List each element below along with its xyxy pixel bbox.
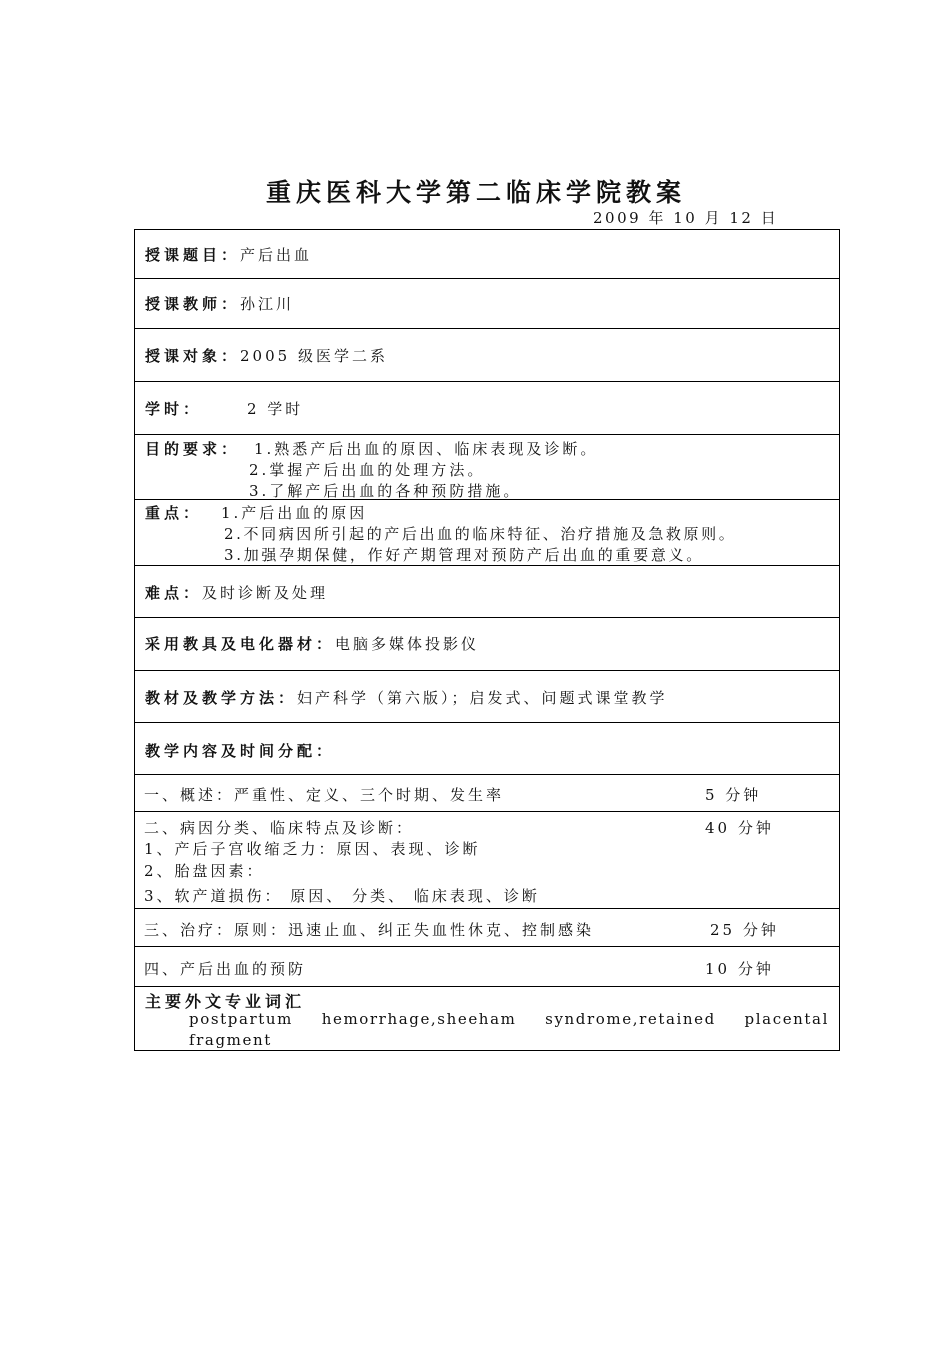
teacher-label: 授课教师：: [145, 295, 241, 313]
section-4-text: 四、产后出血的预防: [144, 960, 307, 978]
topic-row: [135, 230, 839, 279]
equipment-row: [135, 618, 839, 671]
equipment-value: 电脑多媒体投影仪: [335, 635, 480, 653]
audience-value: 2005 级医学二系: [240, 347, 388, 365]
difficulties-label: 难点：: [145, 584, 203, 602]
hours-label: 学时：: [145, 400, 203, 418]
section-2-text: 二、病因分类、临床特点及诊断：: [144, 819, 415, 837]
objectives-label: 目的要求：: [145, 440, 241, 458]
section-2-time: 40 分钟: [705, 819, 774, 837]
key-points-label: 重点：: [145, 504, 203, 522]
section-row-3: [135, 909, 839, 947]
topic-value: 产后出血: [240, 246, 313, 264]
equipment-label: 采用教具及电化器材：: [145, 635, 336, 653]
difficulties-value: 及时诊断及处理: [202, 584, 329, 602]
teacher-value: 孙江川: [240, 295, 295, 313]
document-date: 2009 年 10 月 12 日: [593, 209, 779, 227]
key-points-row: [135, 500, 839, 566]
teacher-row: [135, 279, 839, 329]
section-4-time: 10 分钟: [705, 960, 774, 978]
materials-value: 妇产科学（第六版）；启发式、问题式课堂教学: [297, 689, 668, 707]
objectives-row: [135, 435, 839, 500]
section-3-text: 三、治疗：原则：迅速止血、纠正失血性休克、控制感染: [144, 921, 595, 939]
section-1-text: 一、概述：严重性、定义、三个时期、发生率: [144, 786, 505, 804]
lesson-plan-table: [134, 229, 840, 1051]
section-2-subitem-2: 2、胎盘因素：: [144, 862, 265, 880]
content-header-row: [135, 723, 839, 775]
section-3-time: 25 分钟: [710, 921, 779, 939]
objective-item-3: 3.了解产后出血的各种预防措施。: [249, 482, 522, 500]
objective-item-2: 2.掌握产后出血的处理方法。: [249, 461, 486, 479]
audience-label: 授课对象：: [145, 347, 241, 365]
vocabulary-text: postpartum hemorrhage,sheeham syndrome,retained placental fragment: [189, 1010, 829, 1049]
vocabulary-row: [135, 987, 839, 1049]
section-row-1: [135, 775, 839, 812]
topic-label: 授课题目：: [145, 246, 241, 264]
materials-row: [135, 671, 839, 723]
content-header-label: 教学内容及时间分配：: [145, 742, 336, 760]
section-2-subitem-1: 1、产后子宫收缩乏力：原因、表现、诊断: [144, 840, 481, 858]
objective-item-1: 1.熟悉产后出血的原因、临床表现及诊断。: [254, 440, 599, 458]
difficulties-row: [135, 566, 839, 618]
materials-label: 教材及教学方法：: [145, 689, 298, 707]
section-row-2: [135, 812, 839, 909]
hours-row: [135, 382, 839, 435]
section-2-subitem-3: 3、软产道损伤： 原因、 分类、 临床表现、诊断: [144, 887, 540, 905]
hours-value: 2 学时: [247, 400, 304, 418]
key-point-item-3: 3.加强孕期保健，作好产期管理对预防产后出血的重要意义。: [224, 546, 704, 564]
key-point-item-2: 2.不同病因所引起的产后出血的临床特征、治疗措施及急救原则。: [224, 525, 737, 543]
section-row-4: [135, 947, 839, 987]
section-1-time: 5 分钟: [705, 786, 762, 804]
audience-row: [135, 329, 839, 382]
document-title: 重庆医科大学第二临床学院教案: [265, 178, 686, 207]
vocabulary-label: 主要外文专业词汇: [145, 992, 306, 1011]
key-point-item-1: 1.产后出血的原因: [221, 504, 368, 522]
